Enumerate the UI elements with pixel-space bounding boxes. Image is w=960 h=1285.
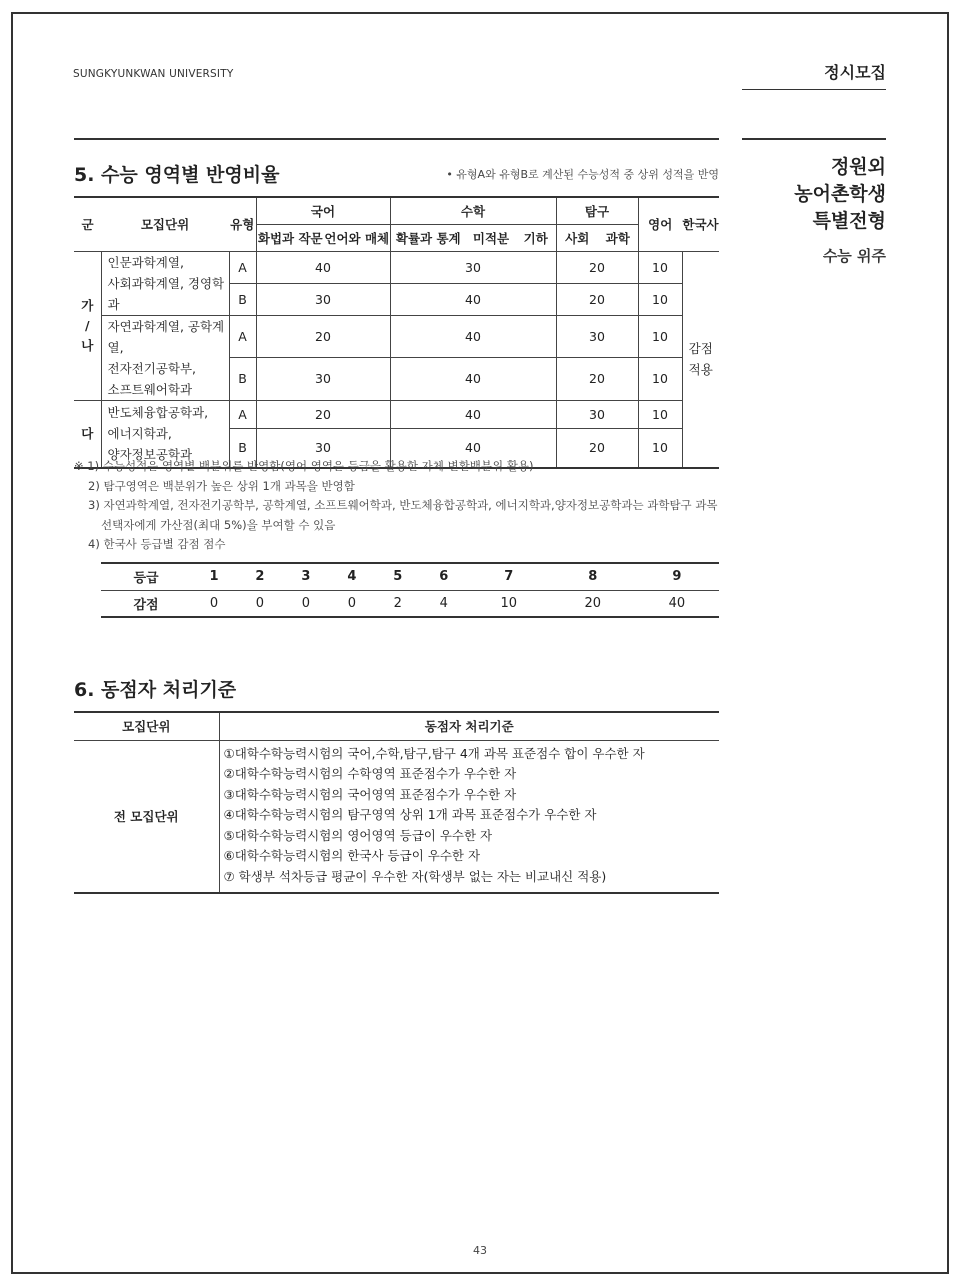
tiebreak-criteria: [219, 740, 719, 893]
korean-value: 20: [256, 400, 390, 428]
section6-title: 6. 동점자 처리기준: [74, 679, 237, 701]
sub-math: 확률과 통계: [390, 224, 466, 251]
col-unit: 모집단위: [101, 197, 229, 251]
tiebreak-unit: 전 모집단위: [113, 809, 179, 825]
sidebar-subtitle: 수능 위주: [822, 247, 886, 265]
criteria-item: ④대학수학능력시험의 탐구영역 상위 1개 과목 표준점수가 우수한 자: [223, 807, 597, 823]
inquiry-value: 30: [556, 315, 638, 358]
deduction-cell: 40: [668, 595, 686, 611]
col-type: 유형: [229, 197, 256, 251]
row-type: B: [229, 428, 256, 468]
grade-cell: 6: [421, 563, 467, 590]
criteria-item: ①대학수학능력시험의 국어,수학,탐구,탐구 4개 과목 표준점수 합이 우수한 자: [223, 745, 645, 761]
section5-note: • 유형A와 유형B로 계산된 수능성적 중 상위 성적을 반영: [446, 168, 719, 181]
deduction-cell: 0: [209, 595, 219, 611]
sub-math: 미적분: [466, 224, 516, 251]
note-line: 선택자에게 가산점(최대 5%)을 부여할 수 있음: [101, 517, 336, 532]
sub-math: 기하: [516, 224, 556, 251]
col-inquiry: 탐구: [556, 197, 638, 224]
unit-name: 인문과학계열, 사회과학계열, 경영학과: [101, 251, 229, 315]
math-value: 40: [390, 358, 556, 401]
sub-inquiry: 사회: [556, 224, 598, 251]
row-type: A: [229, 251, 256, 284]
inquiry-value: 20: [556, 251, 638, 284]
col-criteria: 동점자 처리기준: [219, 712, 719, 740]
deduction-cell: 10: [500, 595, 518, 611]
inquiry-value: 20: [556, 358, 638, 401]
deduction-cell: 0: [347, 595, 356, 611]
math-value: 30: [390, 251, 556, 284]
english-value: 10: [638, 251, 682, 284]
criteria-item: ⑦ 학생부 석차등급 평균이 우수한 자(학생부 없는 자는 비교내신 적용): [223, 869, 607, 885]
grade-cell: 9: [635, 563, 719, 590]
math-value: 40: [390, 284, 556, 315]
deduction-cell: 20: [584, 595, 602, 611]
criteria-item: ②대학수학능력시험의 수학영역 표준점수가 우수한 자: [223, 766, 517, 782]
deduction-cell: 0: [255, 595, 265, 611]
english-value: 10: [638, 358, 682, 401]
deduction-cell: 0: [301, 595, 311, 611]
grade-cell: 4: [329, 563, 375, 590]
deduction-cell: 2: [393, 595, 402, 611]
group-label: 다: [74, 400, 101, 468]
note-line: 2) 탐구영역은 백분위가 높은 상위 1개 과목을 반영함: [88, 478, 355, 493]
col-group: 군: [74, 197, 101, 251]
grade-cell: 3: [283, 563, 329, 590]
sidebar-title-line: 농어촌학생: [794, 183, 886, 205]
page-number: 43: [473, 1244, 487, 1257]
sub-inquiry: 과학: [598, 224, 638, 251]
math-value: 40: [390, 400, 556, 428]
english-value: 10: [638, 284, 682, 315]
note-line: 4) 한국사 등급별 감점 점수: [88, 537, 226, 551]
sidebar-title: [742, 154, 886, 235]
col-math: 수학: [390, 197, 556, 224]
grade-cell: 5: [375, 563, 421, 590]
korean-value: 30: [256, 428, 390, 468]
section5-notes: [74, 457, 718, 555]
section5-title: 5. 수능 영역별 반영비율: [74, 164, 280, 186]
grade-cell: 7: [467, 563, 551, 590]
inquiry-value: 20: [556, 284, 638, 315]
group-label: 가 / 나: [74, 251, 101, 400]
unit-name: 반도체융합공학과, 에너지학과, 양자정보공학과: [101, 400, 229, 468]
grade-cell: 8: [551, 563, 635, 590]
note-line: 3) 자연과학계열, 전자전기공학부, 공학계열, 소프트웨어학과, 반도체융합공학과, 에너지학과,양자정보공학과는 과학탐구 과목: [88, 498, 718, 512]
row-type: B: [229, 284, 256, 315]
math-value: 40: [390, 315, 556, 358]
math-value: 40: [390, 428, 556, 468]
row-type: A: [229, 315, 256, 358]
history-deduction-table: [101, 562, 719, 618]
note-line: ※ 1) 수능성적은 영역별 백분위를 반영함(영어 영역은 등급을 활용한 자체 변환백분위 활용): [74, 459, 534, 473]
sidebar-title-line: 특별전형: [812, 210, 886, 232]
col-korean: 국어: [256, 197, 390, 224]
criteria-item: ③대학수학능력시험의 국어영역 표준점수가 우수한 자: [223, 786, 517, 802]
sidebar: [742, 138, 886, 266]
english-value: 10: [638, 428, 682, 468]
tiebreak-table: [74, 711, 719, 894]
ratio-table: [74, 196, 719, 469]
english-value: 10: [638, 315, 682, 358]
deduction-cell: 4: [439, 595, 448, 611]
section-divider: [74, 138, 719, 140]
deduction-label: 감점: [133, 597, 159, 613]
korean-value: 40: [256, 251, 390, 284]
inquiry-value: 20: [556, 428, 638, 468]
unit-name: 자연과학계열, 공학계열, 전자전기공학부, 소프트웨어학과: [101, 315, 229, 400]
korean-value: 30: [256, 284, 390, 315]
university-name: SUNGKYUNKWAN UNIVERSITY: [73, 68, 234, 80]
history-value: 감점 적용: [682, 251, 719, 468]
col-unit: 모집단위: [74, 712, 219, 740]
korean-value: 30: [256, 358, 390, 401]
inquiry-value: 30: [556, 400, 638, 428]
grade-cell: 1: [191, 563, 237, 590]
sidebar-title-line: 정원외: [830, 156, 886, 178]
header-category: 정시모집: [742, 60, 886, 90]
row-type: B: [229, 358, 256, 401]
grade-cell: 2: [237, 563, 283, 590]
col-english: 영어: [638, 197, 682, 251]
col-history: 한국사: [682, 197, 719, 251]
korean-value: 20: [256, 315, 390, 358]
criteria-item: ⑥대학수학능력시험의 한국사 등급이 우수한 자: [223, 848, 481, 864]
sub-korean: 화법과 작문: [256, 224, 324, 251]
english-value: 10: [638, 400, 682, 428]
sub-korean: 언어와 매체: [324, 224, 390, 251]
criteria-item: ⑤대학수학능력시험의 영어영역 등급이 우수한 자: [223, 827, 493, 843]
row-type: A: [229, 400, 256, 428]
grade-label: 등급: [101, 563, 191, 590]
